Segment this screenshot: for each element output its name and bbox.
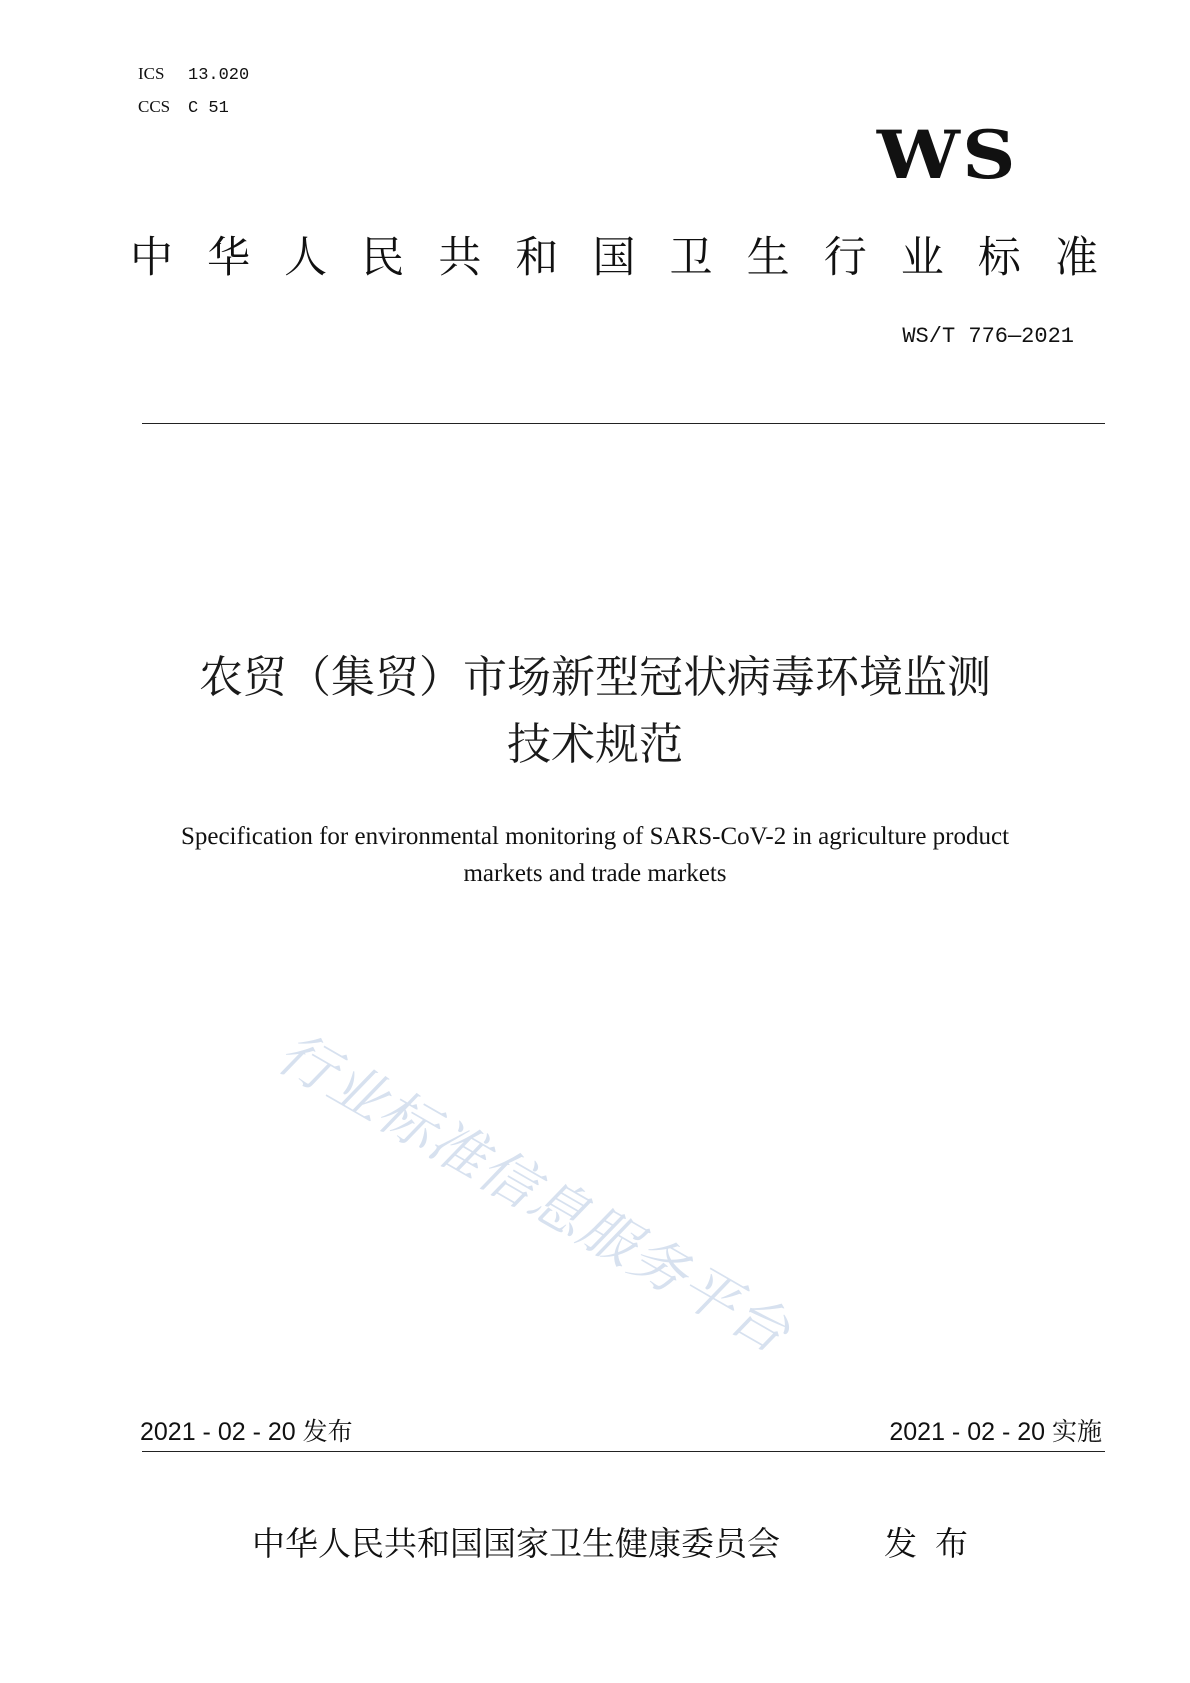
publisher-name: 中华人民共和国国家卫生健康委员会 <box>252 1524 780 1563</box>
issue-date: 2021 - 02 - 20 发布 <box>140 1418 353 1446</box>
standard-type-char: 人 <box>284 233 328 283</box>
standard-type-char: 准 <box>1054 233 1098 283</box>
publish-word: 发布 <box>884 1524 986 1563</box>
classification-block <box>138 58 249 124</box>
standard-type-char: 卫 <box>669 233 713 283</box>
standard-type-char: 生 <box>746 233 790 283</box>
ccs-row <box>138 91 249 124</box>
implement-date: 2021 - 02 - 20 实施 <box>889 1418 1102 1446</box>
title-cn-line1: 农贸（集贸）市场新型冠状病毒环境监测 <box>199 652 991 703</box>
ws-logo: WS <box>877 116 1018 194</box>
title-cn-line2: 技术规范 <box>507 719 683 770</box>
watermark: 行业标准信息服务平台 <box>266 1020 802 1367</box>
standard-number: WS/T 776—2021 <box>902 324 1074 349</box>
standard-type-title <box>130 228 1098 288</box>
standard-type-char: 共 <box>438 233 482 283</box>
ics-value: 13.020 <box>188 66 250 85</box>
ccs-value: C 51 <box>188 99 229 118</box>
standard-type-char: 行 <box>823 233 867 283</box>
standard-type-char: 标 <box>977 233 1021 283</box>
ccs-label: CCS <box>138 97 171 116</box>
standard-type-char: 业 <box>900 233 944 283</box>
standard-type-char: 华 <box>207 233 251 283</box>
ics-label: ICS <box>138 64 165 83</box>
title-en-line1: Specification for environmental monitoring of SARS-CoV-2 in agriculture product <box>180 823 1010 850</box>
standard-type-char: 中 <box>130 233 173 283</box>
title-en-line2: markets and trade markets <box>463 860 727 887</box>
ics-row <box>138 58 249 91</box>
header-divider <box>142 423 1105 424</box>
footer-divider <box>142 1451 1105 1452</box>
standard-type-char: 国 <box>592 233 636 283</box>
standard-type-char: 民 <box>361 233 405 283</box>
standard-type-char: 和 <box>515 233 559 283</box>
